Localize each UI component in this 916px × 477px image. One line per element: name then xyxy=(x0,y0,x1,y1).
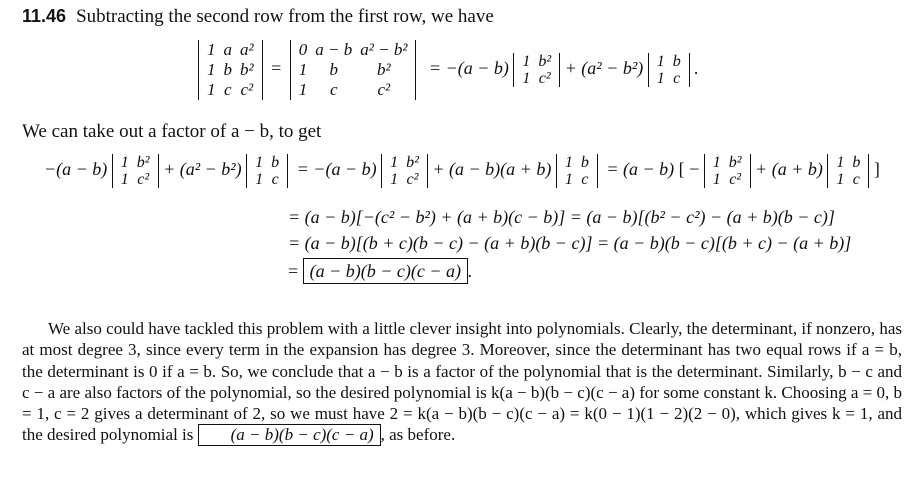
eq2-term-3: = −(a − b) xyxy=(296,159,377,180)
determinant-3x3-reduced xyxy=(290,40,417,100)
eq2-term-6: + (a + b) xyxy=(755,159,823,180)
matrix-entry: b² xyxy=(136,154,150,171)
eq2-bracket-close: ] xyxy=(873,159,880,180)
equals-sign: = xyxy=(288,261,299,281)
matrix-entry: a² − b² xyxy=(360,40,408,59)
matrix-entry: 1 xyxy=(207,40,216,59)
derivation-line-2: = (a − b)[−(c² − b²) + (a + b)(c − b)] = (a − b)[(b² − c²) − (a + b)(b − c)] xyxy=(288,207,835,227)
matrix-entry: b xyxy=(580,154,589,171)
period: . xyxy=(694,58,699,79)
determinant-3x3-original xyxy=(198,40,263,100)
matrix-entry: c xyxy=(581,171,589,188)
boxed-answer: (a − b)(b − c)(c − a) xyxy=(303,258,468,284)
matrix-entry: 0 xyxy=(298,40,308,59)
factor-sentence: We can take out a factor of a − b, to get xyxy=(22,121,322,142)
eq2-term-4: + (a − b)(a + b) xyxy=(432,159,552,180)
matrix-entry: c xyxy=(673,70,681,87)
matrix-entry: 1 xyxy=(298,60,308,79)
closing-text: as before. xyxy=(389,425,456,445)
matrix-entry: 1 xyxy=(712,154,721,171)
problem-intro: Subtracting the second row from the first row, we have xyxy=(76,6,494,27)
expansion-term-1: = −(a − b) xyxy=(428,58,509,79)
equation-1 xyxy=(198,40,699,100)
matrix-entry: 1 xyxy=(255,154,264,171)
matrix-entry: 1 xyxy=(656,70,665,87)
matrix-entry: a xyxy=(223,40,232,59)
matrix-entry: a² xyxy=(240,40,254,59)
matrix-entry: c² xyxy=(137,171,150,188)
eq2-determinant-6 xyxy=(827,154,869,188)
problem-number: 11.46 xyxy=(22,6,67,26)
matrix-entry: 1 xyxy=(712,171,721,188)
matrix-entry: b xyxy=(271,154,280,171)
equation-2 xyxy=(44,154,880,188)
matrix-entry: a − b xyxy=(315,40,353,59)
matrix-entry: 1 xyxy=(207,80,216,99)
matrix-entry: b² xyxy=(728,154,742,171)
matrix-entry: c² xyxy=(729,171,742,188)
eq2-determinant-4 xyxy=(556,154,598,188)
matrix-entry: c xyxy=(329,80,338,99)
problem-header xyxy=(22,6,494,28)
matrix-entry: 1 xyxy=(836,154,845,171)
matrix-entry: b² xyxy=(538,53,552,70)
matrix-entry: 1 xyxy=(564,171,573,188)
matrix-entry: 1 xyxy=(836,171,845,188)
eq2-determinant-5 xyxy=(704,154,751,188)
matrix-entry: c² xyxy=(538,70,551,87)
eq2-bracket-open: [ − xyxy=(678,159,700,180)
comma: , xyxy=(380,425,385,445)
matrix-entry: 1 xyxy=(656,53,665,70)
matrix-entry: c² xyxy=(377,80,391,99)
derivation-line-3: = (a − b)[(b + c)(b − c) − (a + b)(b − c)] = (a − b)(b − c)[(b + c) − (a + b)] xyxy=(288,233,852,253)
eq2-term-1: −(a − b) xyxy=(44,159,108,180)
matrix-entry: 1 xyxy=(564,154,573,171)
matrix-entry: c xyxy=(852,171,860,188)
matrix-entry: 1 xyxy=(255,171,264,188)
matrix-entry: b² xyxy=(406,154,419,171)
matrix-entry: b xyxy=(672,53,681,70)
eq2-term-5: = (a − b) xyxy=(606,159,675,180)
paragraph-text: We also could have tackled this problem with a little clever insight into polynomials. Clearly, the determinant, if nonzero, has at most degree 3, since every term in the expansion has degree 3. Moreover, since the determinant has two equal rows if a = b, the determinant is 0 if a = b. So, we conclude that a − b is a factor of the polynomial that is the determinant. Similarly, b − c and c − a are also factors of the polynomial, so the desired polynomial is k(a − b)(b − c)(c − a) for some constant k. Choosing a = 0, b = 1, c = 2 gives a determinant of 2, so we must have 2 = k(a − b)(b − c)(c − a) = k(0 − 1)(1 − 2)(2 − 0), which gives k = 1, and the desired polynomial is xyxy=(22,319,902,445)
matrix-entry: b xyxy=(329,60,338,79)
alternative-approach-paragraph xyxy=(22,318,902,446)
matrix-entry: b xyxy=(223,60,232,79)
matrix-entry: 1 xyxy=(120,171,129,188)
matrix-entry: b xyxy=(852,154,861,171)
eq2-term-2: + (a² − b²) xyxy=(163,159,242,180)
matrix-entry: c xyxy=(271,171,279,188)
matrix-entry: 1 xyxy=(522,53,531,70)
eq2-determinant-1 xyxy=(112,154,159,188)
matrix-entry: 1 xyxy=(298,80,308,99)
matrix-entry: c² xyxy=(406,171,419,188)
matrix-entry: 1 xyxy=(120,154,129,171)
matrix-entry: 1 xyxy=(522,70,531,87)
matrix-entry: b² xyxy=(377,60,391,79)
expansion-term-2: + (a² − b²) xyxy=(564,58,644,79)
period: . xyxy=(468,261,473,281)
determinant-2x2-a xyxy=(513,53,560,87)
matrix-entry: 1 xyxy=(390,171,399,188)
eq2-determinant-3 xyxy=(381,154,428,188)
matrix-entry: b² xyxy=(240,60,254,79)
matrix-entry: 1 xyxy=(390,154,399,171)
matrix-entry: c xyxy=(223,80,232,99)
determinant-2x2-b xyxy=(648,53,690,87)
equals-sign: = xyxy=(271,58,282,79)
eq2-determinant-2 xyxy=(246,154,288,188)
boxed-answer-2: (a − b)(b − c)(c − a) xyxy=(198,424,381,446)
matrix-entry: 1 xyxy=(207,60,216,79)
matrix-entry: c² xyxy=(240,80,254,99)
derivation-line-4 xyxy=(288,258,473,284)
